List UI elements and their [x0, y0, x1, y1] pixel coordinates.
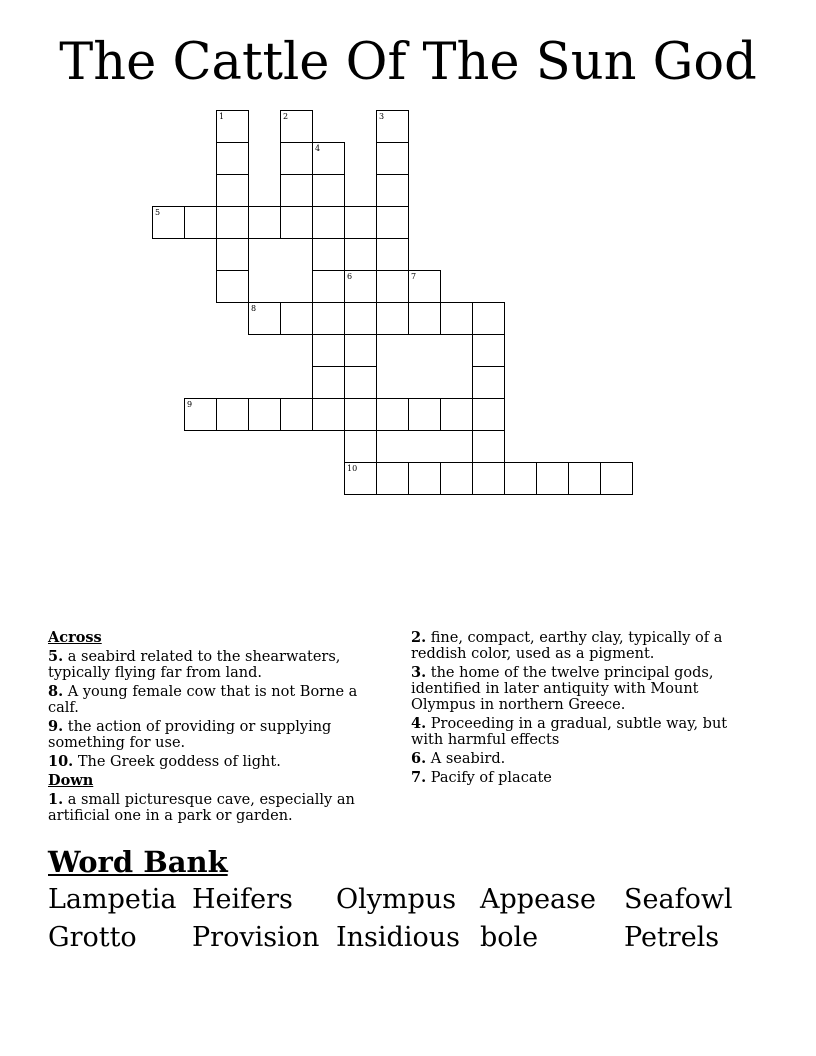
- word-bank-item: bole: [480, 922, 539, 953]
- grid-cell[interactable]: [312, 142, 345, 175]
- grid-cell[interactable]: [344, 334, 377, 367]
- grid-cell[interactable]: [472, 334, 505, 367]
- clue-number: 6.: [411, 750, 427, 767]
- grid-cell[interactable]: [216, 110, 249, 143]
- grid-cell[interactable]: [312, 270, 345, 303]
- grid-cell[interactable]: [376, 398, 409, 431]
- grid-cell[interactable]: [216, 174, 249, 207]
- word-bank-item: Provision: [192, 922, 320, 953]
- grid-cell[interactable]: [344, 398, 377, 431]
- grid-cell[interactable]: [216, 142, 249, 175]
- grid-cell[interactable]: [600, 462, 633, 495]
- clue-number: 10.: [48, 753, 74, 770]
- crossword-grid: [0, 0, 816, 520]
- clue-number-label: 10: [347, 464, 358, 473]
- clue-text: the home of the twelve principal gods, identified in later antiquity with Mount Olympus in northern Greece.: [411, 665, 714, 713]
- clue-number-label: 6: [347, 272, 353, 281]
- grid-cell[interactable]: [472, 430, 505, 463]
- word-bank-item: Heifers: [192, 884, 293, 915]
- grid-cell[interactable]: [312, 302, 345, 335]
- grid-cell[interactable]: [248, 302, 281, 335]
- clue-text: A seabird.: [430, 751, 506, 767]
- word-bank-heading: Word Bank: [48, 845, 228, 879]
- grid-cell[interactable]: [312, 334, 345, 367]
- grid-cell[interactable]: [376, 462, 409, 495]
- grid-cell[interactable]: [408, 302, 441, 335]
- word-bank-item: Lampetia: [48, 884, 177, 915]
- across-heading: Across: [48, 629, 102, 646]
- clue-text: Proceeding in a gradual, subtle way, but with harmful effects: [411, 716, 728, 748]
- clue-text: fine, compact, earthy clay, typically of a reddish color, used as a pigment.: [411, 630, 723, 662]
- clue-number-label: 5: [155, 208, 161, 217]
- clue-number-label: 7: [411, 272, 417, 281]
- clue-number-label: 9: [187, 400, 193, 409]
- grid-cell[interactable]: [376, 206, 409, 239]
- grid-cell[interactable]: [408, 398, 441, 431]
- clue-number-label: 4: [315, 144, 321, 153]
- clue-across-10: [48, 754, 383, 770]
- grid-cell[interactable]: [312, 238, 345, 271]
- grid-cell[interactable]: [280, 110, 313, 143]
- clue-text: a seabird related to the shearwaters, typically flying far from land.: [48, 649, 341, 681]
- clue-text: the action of providing or supplying something for use.: [48, 719, 332, 751]
- clue-across-8: [48, 684, 383, 716]
- grid-cell[interactable]: [344, 270, 377, 303]
- clue-number: 7.: [411, 769, 427, 786]
- page-title: The Cattle Of The Sun God: [59, 33, 757, 92]
- grid-cell[interactable]: [472, 462, 505, 495]
- clue-text: The Greek goddess of light.: [77, 754, 281, 770]
- word-bank-item: Insidious: [336, 922, 460, 953]
- clues-column-right: [411, 630, 746, 789]
- grid-cell[interactable]: [344, 430, 377, 463]
- clue-number: 5.: [48, 648, 64, 665]
- grid-cell[interactable]: [408, 462, 441, 495]
- grid-cell[interactable]: [248, 398, 281, 431]
- grid-cell[interactable]: [216, 270, 249, 303]
- clue-number: 9.: [48, 718, 64, 735]
- grid-cell[interactable]: [312, 174, 345, 207]
- clue-down-7: [411, 770, 746, 786]
- grid-cell[interactable]: [376, 174, 409, 207]
- clue-down-3: [411, 665, 746, 713]
- grid-cell[interactable]: [376, 110, 409, 143]
- grid-cell[interactable]: [344, 302, 377, 335]
- word-bank-item: Seafowl: [624, 884, 733, 915]
- grid-cell[interactable]: [472, 366, 505, 399]
- clue-across-5: [48, 649, 383, 681]
- grid-cell[interactable]: [216, 238, 249, 271]
- grid-cell[interactable]: [376, 302, 409, 335]
- grid-cell[interactable]: [376, 270, 409, 303]
- grid-cell[interactable]: [152, 206, 185, 239]
- clue-text: a small picturesque cave, especially an artificial one in a park or garden.: [48, 792, 355, 824]
- clue-number: 2.: [411, 629, 427, 646]
- clue-number-label: 3: [379, 112, 385, 121]
- grid-cell[interactable]: [280, 206, 313, 239]
- clue-number-label: 2: [283, 112, 289, 121]
- word-bank-item: Olympus: [336, 884, 457, 915]
- grid-cell[interactable]: [344, 366, 377, 399]
- grid-cell[interactable]: [440, 398, 473, 431]
- clue-down-6: [411, 751, 746, 767]
- grid-cell[interactable]: [280, 174, 313, 207]
- grid-cell[interactable]: [280, 398, 313, 431]
- grid-cell[interactable]: [376, 238, 409, 271]
- word-bank-item: Appease: [480, 884, 596, 915]
- grid-cell[interactable]: [440, 302, 473, 335]
- clue-number: 3.: [411, 664, 427, 681]
- grid-cell[interactable]: [344, 462, 377, 495]
- down-heading: Down: [48, 772, 94, 789]
- grid-cell[interactable]: [312, 366, 345, 399]
- clue-text: Pacify of placate: [430, 770, 552, 786]
- clue-text: A young female cow that is not Borne a calf.: [48, 684, 358, 716]
- grid-cell[interactable]: [472, 302, 505, 335]
- grid-cell[interactable]: [440, 462, 473, 495]
- clue-number: 4.: [411, 715, 427, 732]
- grid-cell[interactable]: [472, 398, 505, 431]
- grid-cell[interactable]: [280, 302, 313, 335]
- word-bank-item: Grotto: [48, 922, 137, 953]
- word-bank-item: Petrels: [624, 922, 720, 953]
- grid-cell[interactable]: [504, 462, 537, 495]
- grid-cell[interactable]: [344, 206, 377, 239]
- clue-number: 8.: [48, 683, 64, 700]
- clue-down-4: [411, 716, 746, 748]
- grid-cell[interactable]: [312, 206, 345, 239]
- grid-cell[interactable]: [568, 462, 601, 495]
- grid-cell[interactable]: [216, 206, 249, 239]
- clues-column-left: [48, 630, 383, 827]
- clue-number-label: 8: [251, 304, 257, 313]
- grid-cell[interactable]: [408, 270, 441, 303]
- clue-down-2: [411, 630, 746, 662]
- grid-cell[interactable]: [216, 398, 249, 431]
- grid-cell[interactable]: [312, 398, 345, 431]
- clue-across-9: [48, 719, 383, 751]
- clue-down-1: [48, 792, 383, 824]
- grid-cell[interactable]: [280, 142, 313, 175]
- grid-cell[interactable]: [184, 398, 217, 431]
- grid-cell[interactable]: [184, 206, 217, 239]
- grid-cell[interactable]: [248, 206, 281, 239]
- clue-number-label: 1: [219, 112, 225, 121]
- grid-cell[interactable]: [536, 462, 569, 495]
- clue-number: 1.: [48, 791, 64, 808]
- grid-cell[interactable]: [376, 142, 409, 175]
